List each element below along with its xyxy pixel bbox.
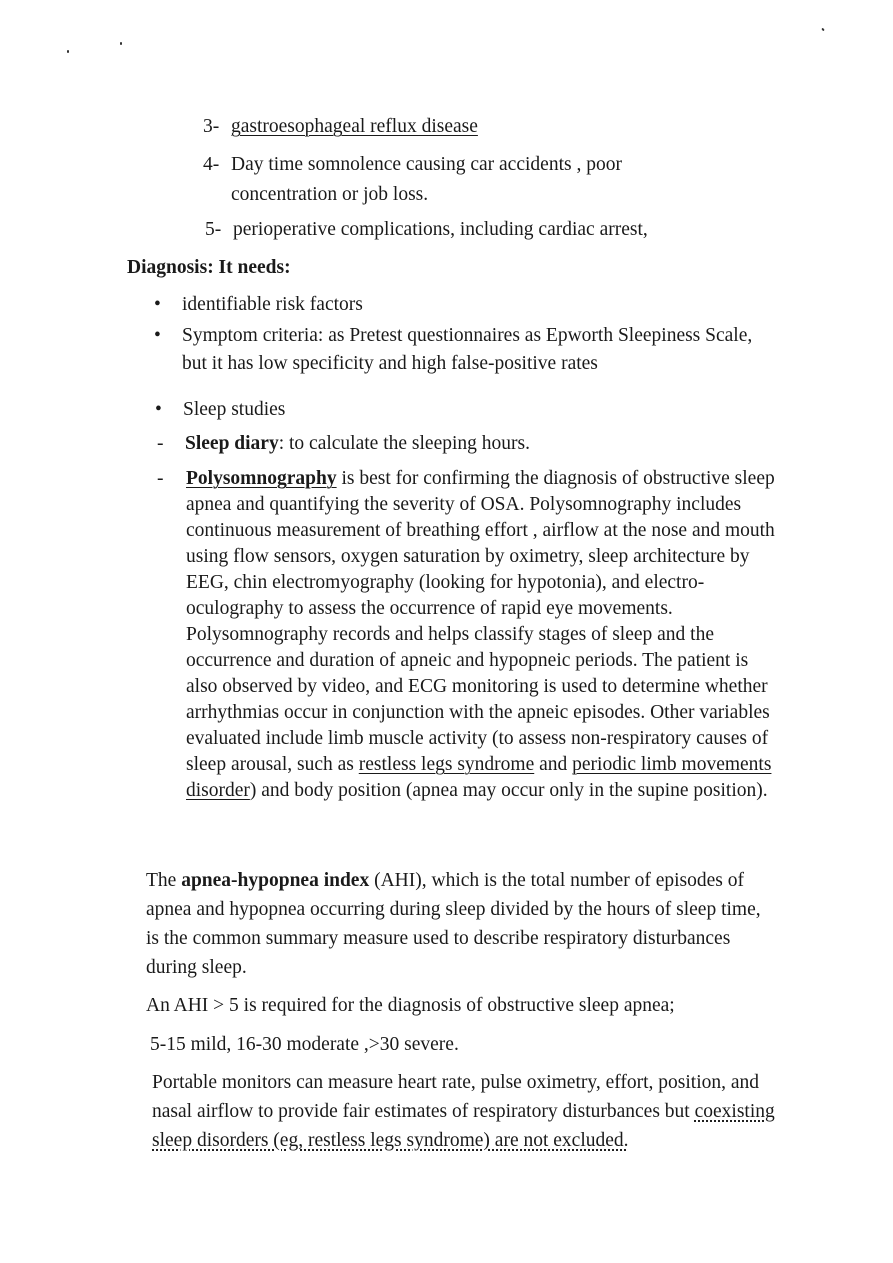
polysomnography-term: Polysomnography	[186, 468, 337, 489]
bullet-item	[154, 322, 764, 378]
bullet-marker: •	[155, 399, 162, 420]
ahi-term: apnea-hypopnea index	[181, 870, 370, 891]
periodic-limb-link[interactable]: periodic limb movements disorder	[186, 754, 772, 801]
list-text: gastroesophageal reflux disease	[231, 116, 478, 137]
polysomnography-paragraph: Polysomnography is best for confirming the diagnosis of obstructive sleep apnea and quantifying the severity of OSA. Polysomnography includes continuous measurement of breathing effort , airflow at the nose and mouth using flow sensors, oxygen saturation by oximetry, sleep architecture by EEG, chin electromyography (looking for hypotonia), and electro-oculography to assess the occurrence of rapid eye movements. Polysomnography records and helps classify stages of sleep and the occurrence and duration of apneic and hypopneic periods. The patient is also observed by video, and ECG monitoring is used to determine whether arrhythmias occur in conjunction with the apneic episodes. Other variables evaluated include limb muscle activity (to assess non-respiratory causes of sleep arousal, such as restless legs syndrome and periodic limb movements disorder) and body position (apnea may occur only in the supine position).	[186, 468, 775, 801]
sleep-diary-term: Sleep diary	[185, 433, 279, 454]
list-text: perioperative complications, including cardiac arrest,	[233, 219, 648, 240]
portable-monitors-paragraph: Portable monitors can measure heart rate, pulse oximetry, effort, position, and nasal airflow to provide fair estimates of respiratory disturbances but coexisting sleep disorders (eg, restless legs syndrome) are not excluded.	[152, 1072, 775, 1151]
list-text: Day time somnolence causing car accidents , poor concentration or job loss.	[231, 154, 622, 205]
list-item	[203, 150, 723, 210]
bullet-text: Symptom criteria: as Pretest questionnaires as Epworth Sleepiness Scale, but it has low specificity and high false-positive rates	[182, 325, 753, 374]
bullet-marker: •	[154, 325, 161, 346]
list-number: 5-	[205, 219, 222, 240]
restless-legs-link[interactable]: restless legs syndrome	[358, 754, 535, 775]
sleep-diary-text: : to calculate the sleeping hours.	[278, 433, 530, 454]
bullet-marker: •	[154, 294, 161, 315]
polysomnography-text: is best for confirming the diagnosis of obstructive sleep apnea and quantifying the severity of OSA. Polysomnography includes continuous measurement of breathing effort , airflow at the nose and mouth using flow sensors, oxygen saturation by oximetry, sleep architecture by EEG, chin electromyography (looking for hypotonia), and electro-oculography to assess the occurrence of rapid eye movements. Polysomnography records and helps classify stages of sleep and the occurrence and duration of apneic and hypopneic periods. The patient is also observed by video, and ECG monitoring is used to determine whether arrhythmias occur in conjunction with the apneic episodes. Other variables evaluated include limb muscle activity (to assess non-respiratory causes of sleep arousal, such as	[186, 468, 775, 775]
bullet-text: Sleep studies	[183, 399, 286, 420]
coexisting-disorders-note: coexisting sleep disorders (eg, restless legs syndrome) are not excluded.	[152, 1101, 775, 1151]
bullet-item	[154, 291, 764, 319]
sleep-diary-item	[157, 430, 767, 458]
bullet-item	[155, 396, 765, 424]
list-number: 4-	[203, 154, 220, 175]
dash-marker: -	[157, 468, 164, 489]
list-number: 3-	[203, 116, 220, 137]
list-item	[205, 215, 725, 245]
bullet-text: identifiable risk factors	[182, 294, 363, 315]
ahi-threshold: An AHI > 5 is required for the diagnosis of obstructive sleep apnea;	[146, 995, 675, 1016]
ahi-paragraph: The apnea-hypopnea index (AHI), which is the total number of episodes of apnea and hypopnea occurring during sleep divided by the hours of sleep time, is the common summary measure used to describe respiratory disturbances during sleep.	[146, 870, 761, 978]
section-heading: Diagnosis: It needs:	[127, 257, 291, 278]
list-item	[203, 112, 723, 142]
dash-marker: -	[157, 433, 164, 454]
ahi-severity: 5-15 mild, 16-30 moderate ,>30 severe.	[150, 1034, 459, 1055]
